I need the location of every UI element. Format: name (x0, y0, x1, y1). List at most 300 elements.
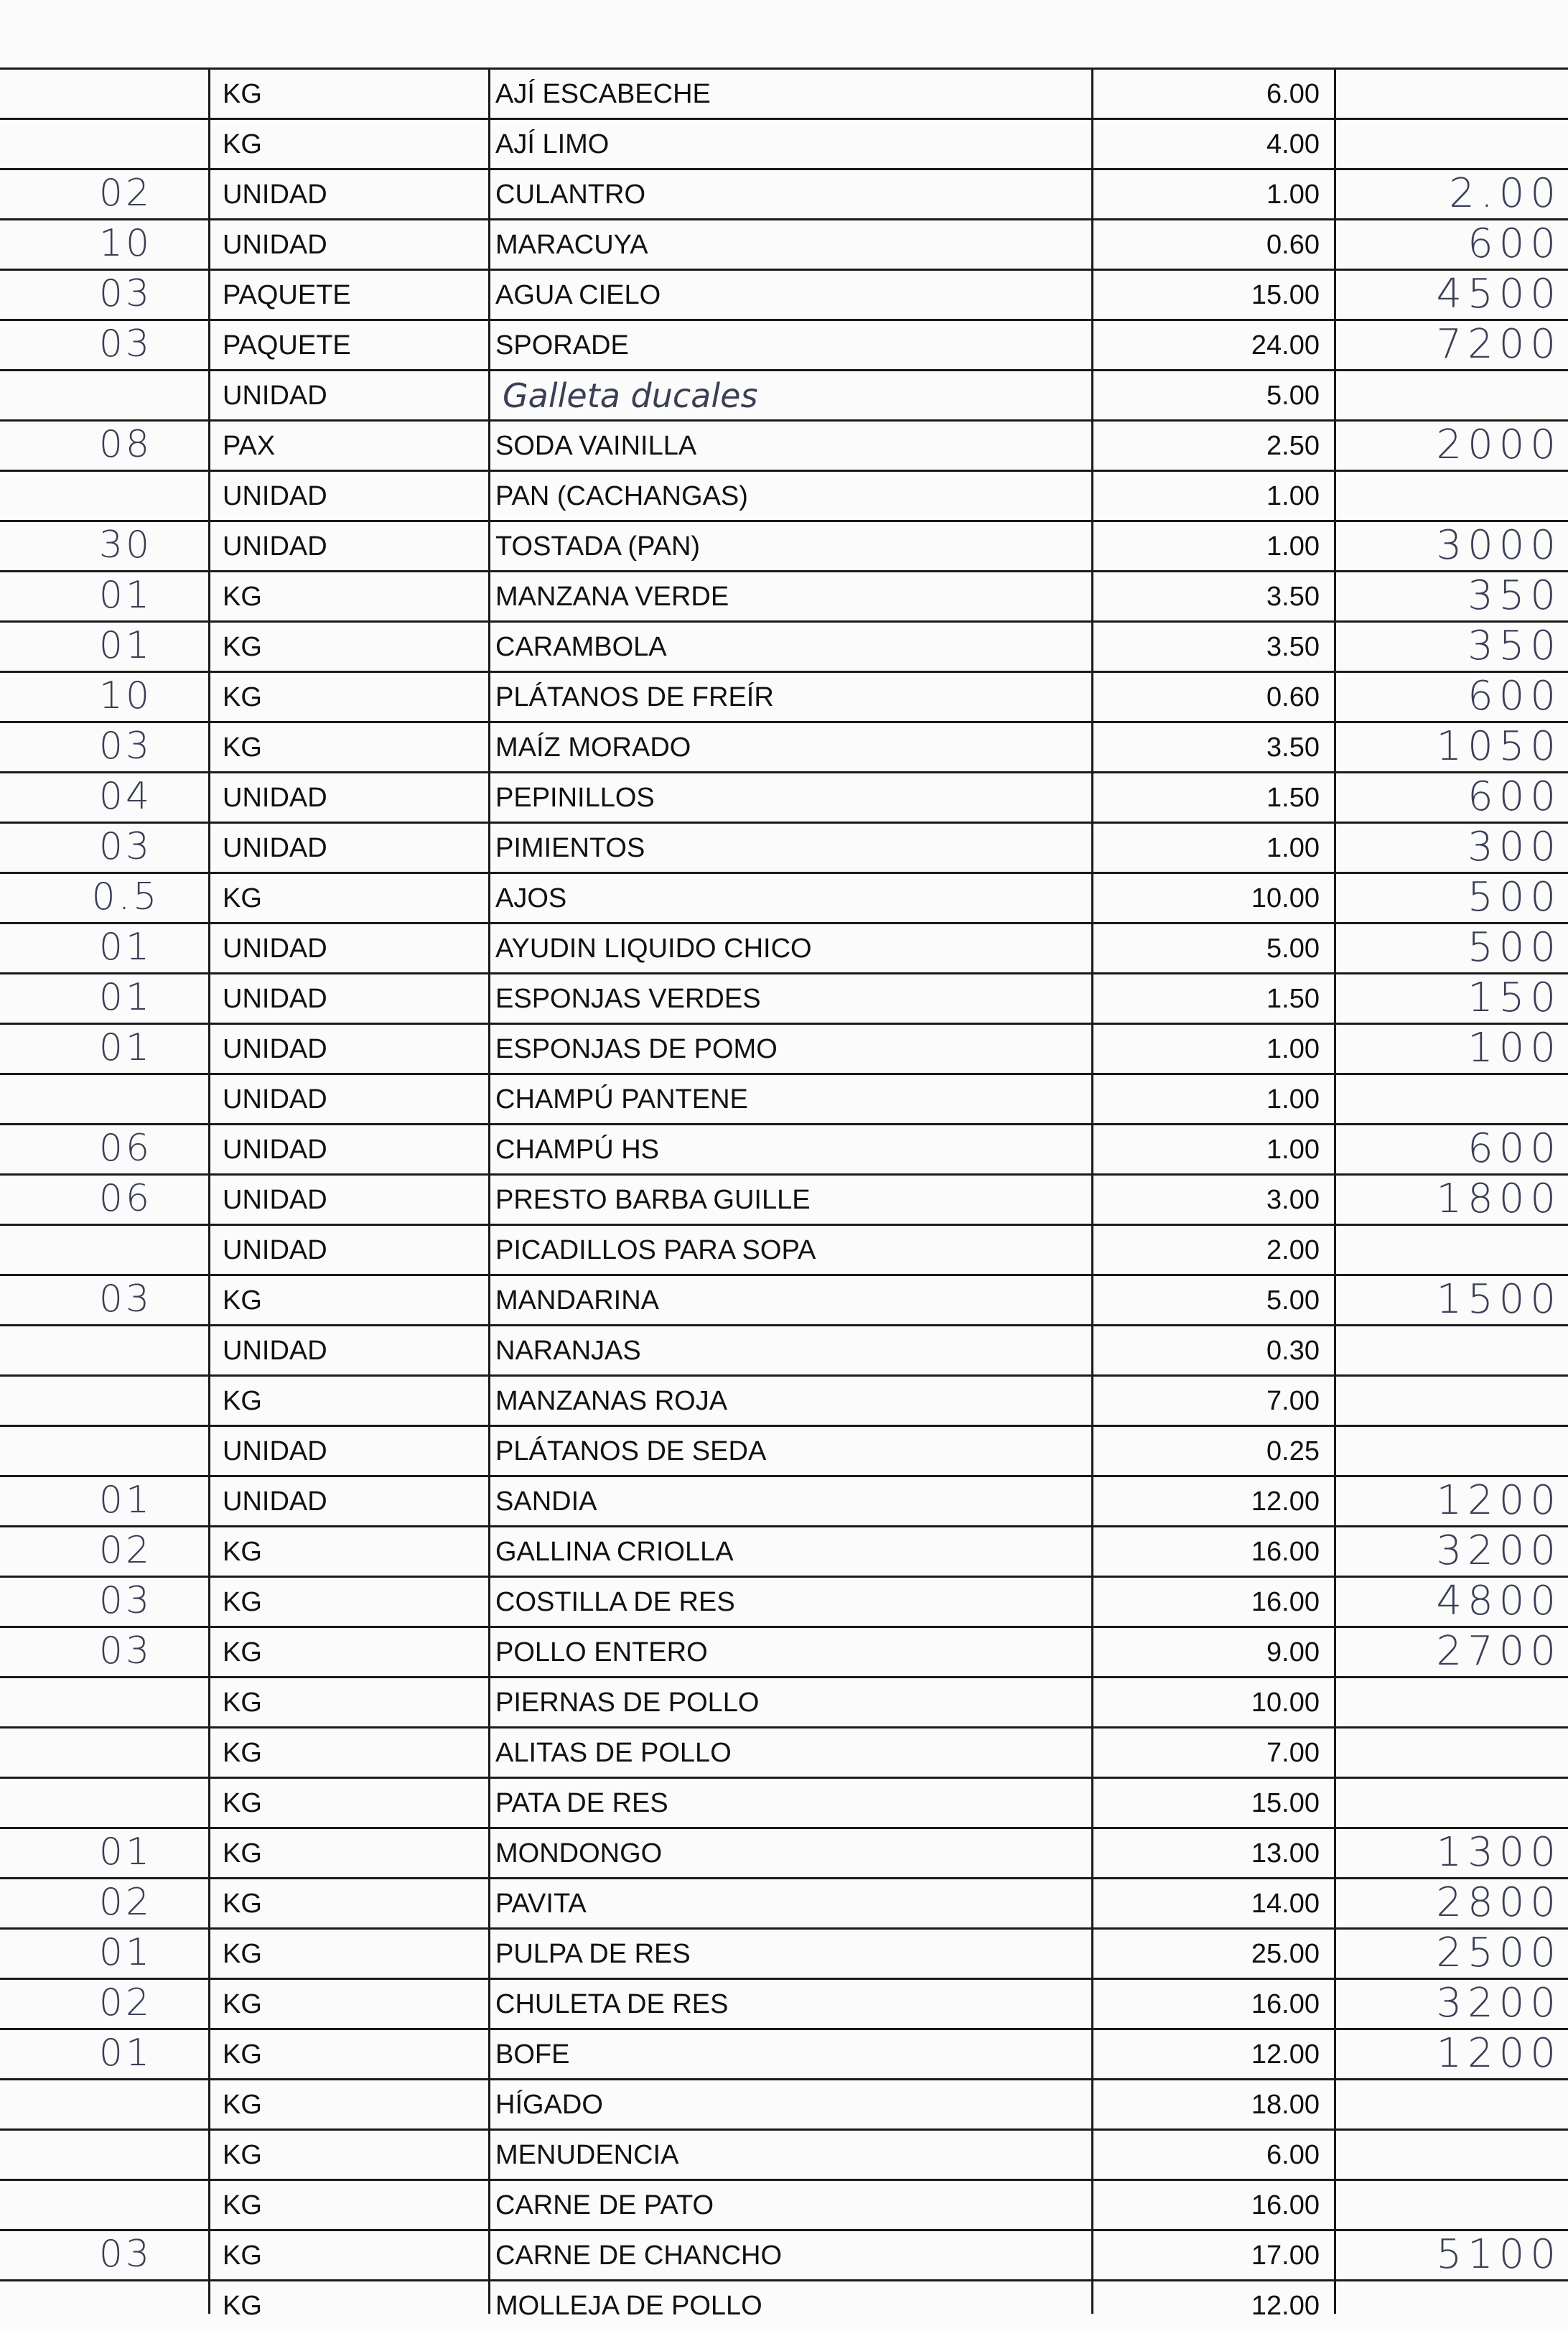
row-divider (0, 570, 1568, 572)
unit-cell: KG (223, 1989, 262, 2019)
row-divider (0, 1626, 1568, 1628)
unit-price-cell: 1.00 (1266, 1135, 1320, 1165)
row-divider (0, 168, 1568, 170)
quantity-cell (43, 2281, 208, 2331)
product-name-cell: SODA VAINILLA (495, 431, 697, 461)
unit-cell: KG (223, 1688, 262, 1718)
product-name-cell: Galleta ducales (503, 376, 758, 415)
quantity-cell: 01 (98, 976, 153, 1019)
table-row (0, 1828, 1568, 1879)
table-row (0, 1074, 1568, 1125)
total-cell (1350, 2180, 1562, 2230)
total-cell (1350, 2281, 1562, 2331)
total-cell: 600 (1467, 1125, 1562, 1172)
unit-cell: KG (223, 582, 262, 612)
quantity-cell: 10 (98, 674, 153, 717)
row-divider (0, 1726, 1568, 1729)
quantity-cell (43, 1326, 208, 1376)
quantity-cell: 02 (98, 1981, 153, 2024)
unit-cell: KG (223, 1788, 262, 1818)
unit-price-cell: 1.00 (1266, 180, 1320, 210)
quantity-cell: 02 (98, 1881, 153, 1924)
table-row (0, 1376, 1568, 1426)
unit-price-cell: 7.00 (1266, 1738, 1320, 1768)
row-divider (0, 1927, 1568, 1930)
row-divider (0, 1877, 1568, 1879)
column-divider (208, 69, 210, 2314)
table-row (0, 1225, 1568, 1275)
row-divider (0, 1224, 1568, 1226)
table-row (0, 2180, 1568, 2230)
row-divider (0, 1425, 1568, 1427)
quantity-cell: 03 (98, 725, 153, 768)
row-divider (0, 1173, 1568, 1176)
total-cell: 2700 (1436, 1628, 1562, 1675)
total-cell: 600 (1467, 220, 1562, 267)
total-cell: 3000 (1436, 522, 1562, 569)
row-divider (0, 2078, 1568, 2080)
product-name-cell: MANDARINA (495, 1285, 660, 1316)
unit-price-cell: 1.00 (1266, 833, 1320, 863)
table-row (0, 69, 1568, 119)
product-name-cell: POLLO ENTERO (495, 1637, 708, 1667)
quantity-cell (43, 2180, 208, 2230)
total-cell: 350 (1467, 572, 1562, 619)
table-row (0, 521, 1568, 572)
table-row (0, 622, 1568, 672)
table-row (0, 1929, 1568, 1979)
unit-cell: KG (223, 732, 262, 763)
product-name-cell: BOFE (495, 2039, 570, 2070)
unit-price-cell: 12.00 (1251, 1486, 1320, 1517)
quantity-cell: 04 (98, 775, 153, 818)
unit-cell: KG (223, 1386, 262, 1416)
total-cell (1350, 69, 1562, 119)
unit-cell: UNIDAD (223, 984, 327, 1014)
unit-price-cell: 24.00 (1251, 330, 1320, 360)
table-row (0, 2080, 1568, 2130)
table-row (0, 1175, 1568, 1225)
table-row (0, 421, 1568, 471)
product-name-cell: ESPONJAS DE POMO (495, 1034, 778, 1064)
unit-price-cell: 1.00 (1266, 1084, 1320, 1115)
unit-price-cell: 0.25 (1266, 1436, 1320, 1466)
quantity-cell (43, 1225, 208, 1275)
total-cell (1350, 2080, 1562, 2130)
quantity-cell: 01 (98, 1026, 153, 1069)
product-name-cell: PAN (CACHANGAS) (495, 481, 748, 511)
table-row (0, 572, 1568, 622)
total-cell (1350, 119, 1562, 169)
row-divider (0, 419, 1568, 422)
product-name-cell: NARANJAS (495, 1336, 641, 1366)
quantity-cell: 03 (98, 272, 153, 315)
unit-price-cell: 15.00 (1251, 280, 1320, 310)
product-name-cell: PATA DE RES (495, 1788, 668, 1818)
quantity-cell: 03 (98, 1629, 153, 1672)
total-cell (1350, 1678, 1562, 1728)
row-divider (0, 872, 1568, 874)
quantity-cell (43, 2130, 208, 2180)
unit-price-cell: 1.00 (1266, 1034, 1320, 1064)
unit-cell: UNIDAD (223, 783, 327, 813)
total-cell: 1200 (1436, 1477, 1562, 1524)
column-divider (1334, 69, 1336, 2314)
product-name-cell: PRESTO BARBA GUILLE (495, 1185, 811, 1215)
row-divider (0, 218, 1568, 220)
table-row (0, 320, 1568, 371)
product-name-cell: SPORADE (495, 330, 629, 360)
table-row (0, 923, 1568, 974)
unit-price-cell: 6.00 (1266, 2140, 1320, 2170)
row-divider (0, 269, 1568, 271)
quantity-cell (43, 1728, 208, 1778)
product-name-cell: PLÁTANOS DE FREÍR (495, 682, 774, 712)
product-name-cell: PIERNAS DE POLLO (495, 1688, 760, 1718)
unit-cell: KG (223, 1587, 262, 1617)
unit-cell: KG (223, 1838, 262, 1869)
quantity-cell: 01 (98, 926, 153, 969)
product-name-cell: ALITAS DE POLLO (495, 1738, 732, 1768)
quantity-cell (43, 1678, 208, 1728)
unit-price-cell: 16.00 (1251, 1587, 1320, 1617)
row-divider (0, 972, 1568, 974)
quantity-cell (43, 1074, 208, 1125)
table-row (0, 823, 1568, 873)
unit-cell: UNIDAD (223, 1084, 327, 1115)
unit-cell: KG (223, 1889, 262, 1919)
row-divider (0, 319, 1568, 321)
unit-price-cell: 10.00 (1251, 1688, 1320, 1718)
row-divider (0, 1274, 1568, 1276)
product-name-cell: PLÁTANOS DE SEDA (495, 1436, 767, 1466)
total-cell: 5100 (1436, 2231, 1562, 2278)
total-cell: 2500 (1436, 1930, 1562, 1976)
unit-price-cell: 0.60 (1266, 682, 1320, 712)
row-divider (0, 671, 1568, 673)
table-row (0, 1476, 1568, 1527)
product-name-cell: PICADILLOS PARA SOPA (495, 1235, 816, 1265)
unit-price-cell: 1.50 (1266, 783, 1320, 813)
quantity-cell: 02 (98, 1529, 153, 1572)
total-cell: 150 (1467, 974, 1562, 1021)
row-divider (0, 68, 1568, 70)
total-cell: 4500 (1436, 271, 1562, 317)
product-name-cell: MOLLEJA DE POLLO (495, 2291, 762, 2321)
total-cell: 1050 (1436, 723, 1562, 770)
unit-price-cell: 3.50 (1266, 732, 1320, 763)
row-divider (0, 1073, 1568, 1075)
unit-price-cell: 5.00 (1266, 381, 1320, 411)
total-cell: 2.00 (1449, 170, 1562, 217)
unit-price-cell: 14.00 (1251, 1889, 1320, 1919)
total-cell (1350, 471, 1562, 521)
total-cell: 600 (1467, 773, 1562, 820)
unit-cell: UNIDAD (223, 833, 327, 863)
unit-cell: KG (223, 2241, 262, 2271)
column-divider (1091, 69, 1093, 2314)
quantity-cell: 03 (98, 825, 153, 868)
quantity-cell (43, 371, 208, 421)
product-name-cell: PAVITA (495, 1889, 587, 1919)
unit-price-cell: 15.00 (1251, 1788, 1320, 1818)
row-divider (0, 1827, 1568, 1829)
unit-price-cell: 3.50 (1266, 632, 1320, 662)
quantity-cell: 30 (98, 524, 153, 567)
total-cell: 350 (1467, 623, 1562, 669)
quantity-cell: 03 (98, 1579, 153, 1622)
quantity-cell: 03 (98, 2233, 153, 2276)
product-name-cell: AGUA CIELO (495, 280, 661, 310)
unit-price-cell: 16.00 (1251, 1537, 1320, 1567)
product-name-cell: AJÍ LIMO (495, 129, 610, 159)
unit-price-cell: 7.00 (1266, 1386, 1320, 1416)
row-divider (0, 118, 1568, 120)
table-row (0, 1024, 1568, 1074)
unit-price-cell: 18.00 (1251, 2090, 1320, 2120)
table-row (0, 1326, 1568, 1376)
unit-price-cell: 1.50 (1266, 984, 1320, 1014)
row-divider (0, 2279, 1568, 2281)
quantity-cell: 06 (98, 1177, 153, 1220)
total-cell (1350, 1778, 1562, 1828)
quantity-cell (43, 471, 208, 521)
product-name-cell: HÍGADO (495, 2090, 603, 2120)
quantity-cell: 01 (98, 2032, 153, 2075)
row-divider (0, 1023, 1568, 1025)
table-row (0, 119, 1568, 169)
row-divider (0, 1676, 1568, 1678)
unit-price-cell: 12.00 (1251, 2039, 1320, 2070)
unit-price-cell: 2.50 (1266, 431, 1320, 461)
quantity-cell: 01 (98, 1830, 153, 1874)
column-divider (488, 69, 490, 2314)
total-cell: 1300 (1436, 1829, 1562, 1876)
table-row (0, 2029, 1568, 2080)
row-divider (0, 1374, 1568, 1377)
unit-cell: UNIDAD (223, 1135, 327, 1165)
row-divider (0, 2128, 1568, 2131)
unit-cell: UNIDAD (223, 381, 327, 411)
unit-cell: UNIDAD (223, 230, 327, 260)
table-row (0, 672, 1568, 722)
unit-cell: UNIDAD (223, 1336, 327, 1366)
unit-price-cell: 13.00 (1251, 1838, 1320, 1869)
table-row (0, 220, 1568, 270)
unit-price-cell: 6.00 (1266, 79, 1320, 109)
total-cell: 4800 (1436, 1578, 1562, 1624)
table-row (0, 371, 1568, 421)
unit-price-cell: 0.60 (1266, 230, 1320, 260)
row-divider (0, 2028, 1568, 2030)
unit-cell: KG (223, 2291, 262, 2321)
row-divider (0, 1475, 1568, 1477)
quantity-cell (43, 1376, 208, 1426)
table-row (0, 1728, 1568, 1778)
unit-price-cell: 3.00 (1266, 1185, 1320, 1215)
product-name-cell: MONDONGO (495, 1838, 663, 1869)
total-cell: 600 (1467, 673, 1562, 720)
row-divider (0, 922, 1568, 924)
unit-cell: UNIDAD (223, 481, 327, 511)
total-cell: 1800 (1436, 1176, 1562, 1222)
total-cell: 3200 (1436, 1980, 1562, 2027)
total-cell (1350, 371, 1562, 421)
quantity-cell (43, 2080, 208, 2130)
row-divider (0, 822, 1568, 824)
unit-cell: KG (223, 2140, 262, 2170)
quantity-cell: 10 (98, 222, 153, 265)
total-cell (1350, 1728, 1562, 1778)
row-divider (0, 520, 1568, 522)
total-cell: 500 (1467, 874, 1562, 921)
unit-cell: KG (223, 883, 262, 913)
quantity-cell: 0.5 (91, 875, 160, 918)
product-name-cell: PEPINILLOS (495, 783, 655, 813)
row-divider (0, 721, 1568, 723)
unit-cell: KG (223, 632, 262, 662)
table-row (0, 722, 1568, 773)
quantity-cell: 01 (98, 1479, 153, 1522)
unit-cell: UNIDAD (223, 1185, 327, 1215)
unit-price-cell: 25.00 (1251, 1939, 1320, 1969)
quantity-cell: 02 (98, 172, 153, 215)
table-row (0, 1979, 1568, 2029)
unit-price-cell: 16.00 (1251, 1989, 1320, 2019)
total-cell (1350, 1376, 1562, 1426)
quantity-cell (43, 1426, 208, 1476)
row-divider (0, 369, 1568, 371)
quantity-cell: 01 (98, 624, 153, 667)
product-name-cell: CHAMPÚ PANTENE (495, 1084, 748, 1115)
product-name-cell: PIMIENTOS (495, 833, 645, 863)
row-divider (0, 470, 1568, 472)
unit-cell: KG (223, 2090, 262, 2120)
total-cell (1350, 1426, 1562, 1476)
quantity-cell: 01 (98, 1931, 153, 1974)
quantity-cell: 03 (98, 322, 153, 366)
unit-cell: UNIDAD (223, 1486, 327, 1517)
product-name-cell: CARNE DE PATO (495, 2190, 714, 2220)
unit-cell: PAX (223, 431, 276, 461)
product-name-cell: AYUDIN LIQUIDO CHICO (495, 934, 812, 964)
unit-price-cell: 1.00 (1266, 481, 1320, 511)
unit-cell: KG (223, 682, 262, 712)
unit-cell: UNIDAD (223, 180, 327, 210)
unit-price-cell: 3.50 (1266, 582, 1320, 612)
unit-cell: UNIDAD (223, 1436, 327, 1466)
product-name-cell: MANZANAS ROJA (495, 1386, 728, 1416)
unit-price-cell: 12.00 (1251, 2291, 1320, 2321)
table-row (0, 1778, 1568, 1828)
row-divider (0, 1525, 1568, 1527)
row-divider (0, 1978, 1568, 1980)
quantity-cell (43, 69, 208, 119)
table-row (0, 169, 1568, 220)
table-row (0, 471, 1568, 521)
unit-cell: PAQUETE (223, 280, 351, 310)
total-cell: 1500 (1436, 1276, 1562, 1323)
unit-cell: KG (223, 1939, 262, 1969)
product-name-cell: COSTILLA DE RES (495, 1587, 735, 1617)
total-cell: 7200 (1436, 321, 1562, 368)
total-cell: 100 (1467, 1025, 1562, 1071)
row-divider (0, 1777, 1568, 1779)
unit-cell: UNIDAD (223, 934, 327, 964)
table-row (0, 1125, 1568, 1175)
table-row (0, 1627, 1568, 1678)
product-name-cell: CHULETA DE RES (495, 1989, 729, 2019)
row-divider (0, 771, 1568, 773)
product-name-cell: SANDIA (495, 1486, 597, 1517)
unit-cell: KG (223, 2190, 262, 2220)
unit-cell: PAQUETE (223, 330, 351, 360)
unit-price-cell: 1.00 (1266, 531, 1320, 562)
table-row (0, 974, 1568, 1024)
quantity-cell: 01 (98, 574, 153, 617)
product-name-cell: ESPONJAS VERDES (495, 984, 761, 1014)
table-row (0, 2130, 1568, 2180)
table-row (0, 873, 1568, 923)
product-name-cell: CARNE DE CHANCHO (495, 2241, 783, 2271)
table-row (0, 1275, 1568, 1326)
unit-price-cell: 2.00 (1266, 1235, 1320, 1265)
total-cell: 1200 (1436, 2030, 1562, 2077)
total-cell (1350, 1074, 1562, 1125)
unit-cell: KG (223, 79, 262, 109)
table-row (0, 2281, 1568, 2331)
quantity-cell: 03 (98, 1278, 153, 1321)
product-name-cell: PULPA DE RES (495, 1939, 691, 1969)
total-cell: 2000 (1436, 422, 1562, 468)
total-cell (1350, 1225, 1562, 1275)
unit-price-cell: 5.00 (1266, 934, 1320, 964)
unit-cell: KG (223, 2039, 262, 2070)
table-row (0, 1527, 1568, 1577)
unit-cell: KG (223, 1537, 262, 1567)
row-divider (0, 620, 1568, 623)
row-divider (0, 1324, 1568, 1326)
unit-price-cell: 4.00 (1266, 129, 1320, 159)
unit-price-cell: 16.00 (1251, 2190, 1320, 2220)
row-divider (0, 2229, 1568, 2231)
table-row (0, 2230, 1568, 2281)
product-name-cell: MARACUYA (495, 230, 648, 260)
product-name-cell: CARAMBOLA (495, 632, 667, 662)
unit-price-cell: 10.00 (1251, 883, 1320, 913)
table-row (0, 773, 1568, 823)
product-name-cell: AJOS (495, 883, 567, 913)
unit-cell: KG (223, 1637, 262, 1667)
unit-price-cell: 5.00 (1266, 1285, 1320, 1316)
total-cell: 500 (1467, 924, 1562, 971)
table-row (0, 1577, 1568, 1627)
product-name-cell: CHAMPÚ HS (495, 1135, 660, 1165)
table-row (0, 1879, 1568, 1929)
quantity-cell: 06 (98, 1127, 153, 1170)
product-name-cell: TOSTADA (PAN) (495, 531, 701, 562)
quantity-cell (43, 119, 208, 169)
table-row (0, 1678, 1568, 1728)
product-name-cell: AJÍ ESCABECHE (495, 79, 711, 109)
unit-cell: UNIDAD (223, 1235, 327, 1265)
unit-cell: KG (223, 1285, 262, 1316)
quantity-cell (43, 1778, 208, 1828)
total-cell: 3200 (1436, 1527, 1562, 1574)
product-name-cell: MENUDENCIA (495, 2140, 679, 2170)
unit-price-cell: 0.30 (1266, 1336, 1320, 1366)
product-name-cell: CULANTRO (495, 180, 646, 210)
